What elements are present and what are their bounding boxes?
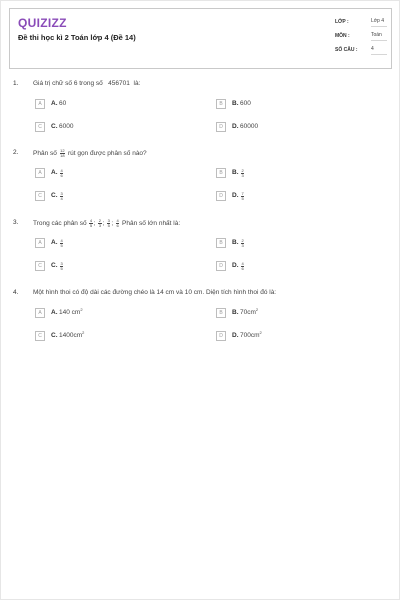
option-a[interactable] xyxy=(35,168,185,179)
option-checkbox[interactable]: A xyxy=(35,168,45,178)
option-checkbox[interactable]: C xyxy=(35,261,45,271)
option-letter: D. xyxy=(232,123,239,130)
meta-row-subject xyxy=(335,31,387,45)
option-text: 6000 xyxy=(59,123,74,130)
option-fraction: $\frac{4}{5}$ xyxy=(60,238,63,248)
option-a[interactable] xyxy=(35,99,185,110)
option-letter: D. xyxy=(232,192,239,199)
question-fraction: $\frac{3}{5}$ xyxy=(107,218,110,228)
option-d[interactable] xyxy=(216,261,366,272)
option-letter: B. xyxy=(232,100,239,107)
question-text: Một hình thoi có độ dài các đường chéo là 14 cm và 10 cm. Diện tích hình thoi đó là: xyxy=(33,289,277,296)
question-fraction: $\frac{4}{5}$ xyxy=(89,218,93,228)
option-fraction: $\frac{4}{6}$ xyxy=(241,261,244,271)
test-meta xyxy=(335,17,387,59)
option-text: $700cm^2$ xyxy=(240,329,262,339)
option-b[interactable] xyxy=(216,99,366,110)
option-checkbox[interactable]: C xyxy=(35,331,45,341)
option-b[interactable] xyxy=(216,308,366,319)
option-letter: A. xyxy=(51,309,58,316)
meta-grade-label: LỚP : xyxy=(335,19,349,25)
meta-subject-value: Toán xyxy=(371,32,387,41)
question-fraction: $\frac{4}{6}$ xyxy=(116,218,119,228)
option-text: 60000 xyxy=(240,123,259,130)
test-title: Đề thi học kì 2 Toán lớp 4 (Đề 14) xyxy=(18,33,136,42)
option-checkbox[interactable]: C xyxy=(35,122,45,132)
option-letter: A. xyxy=(51,100,58,107)
question-fraction: $\frac{12}{18}$ xyxy=(60,148,65,158)
question-text xyxy=(33,80,140,87)
option-b[interactable] xyxy=(216,238,366,249)
question-text-prefix: Trong các phân số xyxy=(33,220,87,228)
meta-subject-label: MÔN : xyxy=(335,33,350,39)
option-b[interactable] xyxy=(216,168,366,179)
question-text-suffix: rút gọn được phân số nào? xyxy=(67,150,147,158)
option-a[interactable] xyxy=(35,238,185,249)
option-letter: C. xyxy=(51,332,58,339)
question-number: 2. xyxy=(13,149,19,156)
question-text xyxy=(33,149,147,158)
option-text: 140 $cm^2$ xyxy=(59,306,83,316)
option-c[interactable] xyxy=(35,261,185,272)
option-fraction: $\frac{4}{6}$ xyxy=(60,168,63,178)
question-text-prefix: Giá trị chữ số 6 trong số xyxy=(33,80,103,87)
option-letter: A. xyxy=(51,239,58,246)
question-text-suffix: là: xyxy=(133,80,141,87)
option-checkbox[interactable]: B xyxy=(216,168,226,178)
option-letter: B. xyxy=(232,309,239,316)
question-text: Trong các phân số $\frac{4}{5}$ ; $\frac{2}{3}$ ; $\frac{3}{5}$ ; $\frac{4}{6}$ Phân số lớn nhất là: xyxy=(33,218,181,228)
option-checkbox[interactable]: A xyxy=(35,99,45,109)
option-d[interactable] xyxy=(216,331,366,342)
option-fraction: $\frac{3}{5}$ xyxy=(60,261,63,271)
option-fraction: $\frac{3}{4}$ xyxy=(60,191,63,201)
question-number: 1. xyxy=(13,80,19,87)
option-c[interactable] xyxy=(35,122,185,133)
question-number: 3. xyxy=(13,219,19,226)
quizizz-logo: QUIZIZZ xyxy=(18,16,67,30)
meta-row-grade xyxy=(335,17,387,31)
option-letter: B. xyxy=(232,169,239,176)
question-text-prefix: Phân số xyxy=(33,150,57,158)
option-checkbox[interactable]: D xyxy=(216,331,226,341)
meta-count-value: 4 xyxy=(371,46,387,55)
option-letter: C. xyxy=(51,262,58,269)
question-number: 4. xyxy=(13,289,19,296)
option-checkbox[interactable]: D xyxy=(216,261,226,271)
option-c[interactable] xyxy=(35,191,185,202)
option-letter: C. xyxy=(51,123,58,130)
option-text: $70cm^2$ xyxy=(240,306,259,316)
option-checkbox[interactable]: B xyxy=(216,238,226,248)
option-checkbox[interactable]: B xyxy=(216,99,226,109)
option-checkbox[interactable]: A xyxy=(35,308,45,318)
question-text-suffix: Phân số lớn nhất là: xyxy=(122,220,181,228)
option-checkbox[interactable]: D xyxy=(216,122,226,132)
option-fraction: $\frac{2}{3}$ xyxy=(241,168,244,178)
question-fraction: $\frac{2}{3}$ xyxy=(98,218,102,228)
option-a[interactable] xyxy=(35,308,185,319)
option-checkbox[interactable]: D xyxy=(216,191,226,201)
meta-grade-value: Lớp 4 xyxy=(371,18,387,27)
option-letter: A. xyxy=(51,169,58,176)
worksheet-header xyxy=(9,8,392,69)
option-letter: D. xyxy=(232,332,239,339)
option-checkbox[interactable]: A xyxy=(35,238,45,248)
option-c[interactable] xyxy=(35,331,185,342)
option-checkbox[interactable]: C xyxy=(35,191,45,201)
option-fraction: $\frac{7}{5}$ xyxy=(241,191,244,201)
option-d[interactable] xyxy=(216,191,366,202)
option-letter: C. xyxy=(51,192,58,199)
meta-row-count xyxy=(335,45,387,59)
option-letter: B. xyxy=(232,239,239,246)
option-fraction: $\frac{2}{3}$ xyxy=(241,238,244,248)
question-text-value: 456701 xyxy=(108,80,130,87)
option-checkbox[interactable]: B xyxy=(216,308,226,318)
option-d[interactable] xyxy=(216,122,366,133)
option-letter: D. xyxy=(232,262,239,269)
option-text: 60 xyxy=(59,100,67,107)
option-text: $1400cm^2$ xyxy=(59,329,85,339)
option-text: 600 xyxy=(240,100,251,107)
meta-count-label: SỐ CÂU : xyxy=(335,47,358,53)
